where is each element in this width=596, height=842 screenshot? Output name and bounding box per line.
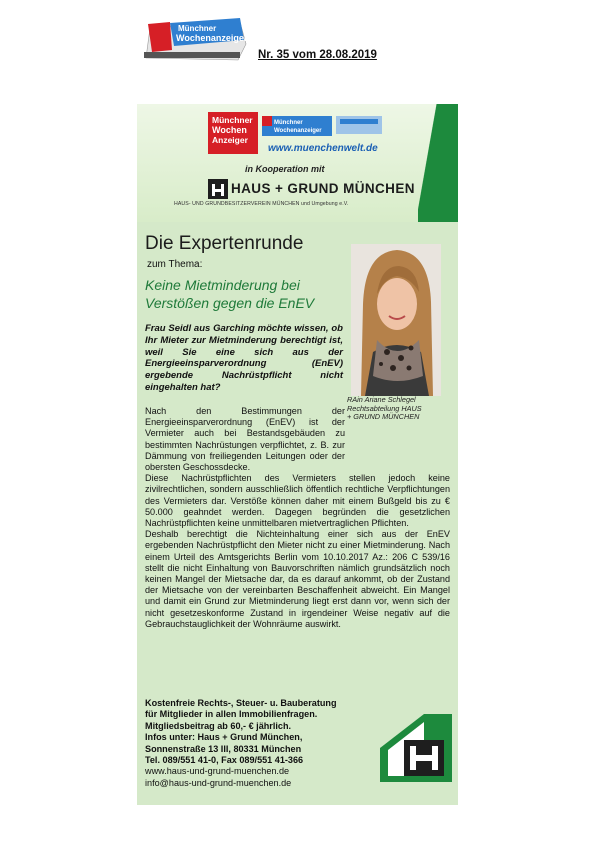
banner-swoosh	[418, 104, 458, 222]
wochenanzeiger-logo	[140, 14, 252, 66]
logo-word-2: Wochen	[212, 125, 247, 135]
logo-text-2: Wochenanzeiger	[176, 33, 248, 43]
article-body	[145, 403, 450, 630]
contact-line-4: Infos unter: Haus + Grund München,	[145, 732, 303, 743]
contact-line-1: Kostenfreie Rechts-, Steuer- u. Bauberatung	[145, 698, 337, 708]
paragraph-1: Nach den Bestimmungen der Energieeinsparverordnung (EnEV) ist der Vermieter auch bei Bestandsgebäuden zu bestimmten Nachrüstungen verpflichtet, z. B. zur Dämmung von freiliegenden Leitungen oder der obersten Geschossdecke.	[145, 406, 345, 473]
caption-line-2: Rechtsabteilung HAUS	[347, 403, 422, 413]
issue-date: Nr. 35 vom 28.08.2019	[258, 49, 377, 61]
org-subtitle: HAUS- UND GRUNDBESITZERVEREIN MÜNCHEN und Umgebung e.V.	[174, 201, 349, 207]
logo-word-3: Anzeiger	[212, 135, 248, 145]
haus-grund-house-logo	[380, 714, 452, 782]
logo-word-1: Münchner	[212, 115, 253, 125]
contact-line-6: Tel. 089/551 41-0, Fax 089/551 41-366	[145, 755, 304, 766]
contact-line-2: für Mitglieder in allen Immobilienfragen.	[145, 709, 318, 720]
footer-email-link[interactable]: info@haus-und-grund-muenchen.de	[145, 777, 292, 788]
banner	[137, 104, 458, 222]
logo-text-1: Münchner	[178, 24, 217, 33]
logo-word-5: Wochenanzeiger	[274, 128, 322, 134]
website-link[interactable]: www.muenchenwelt.de	[268, 143, 378, 154]
expert-portrait-photo	[351, 244, 441, 396]
contact-line-3: Mitgliedsbeitrag ab 60,- € jährlich.	[145, 720, 292, 731]
topic-prefix: zum Thema:	[147, 259, 203, 270]
contact-info	[145, 698, 337, 789]
logo-word-4: Münchner	[274, 120, 303, 126]
haus-grund-icon	[208, 179, 228, 199]
topic-line-1: Keine Mietminderung bei	[145, 277, 300, 293]
footer-website-link[interactable]: www.haus-und-grund-muenchen.de	[145, 766, 290, 777]
caption-line-1: RAin Ariane Schlegel	[347, 395, 416, 404]
article-topic	[145, 276, 355, 312]
caption-line-3: + GRUND MÜNCHEN	[347, 412, 420, 422]
org-name: HAUS + GRUND MÜNCHEN	[231, 181, 415, 196]
topic-line-2: Verstößen gegen die EnEV	[145, 295, 315, 311]
expert-article-card	[137, 104, 458, 805]
reader-question: Frau Seidl aus Garching möchte wissen, ob Ihr Mieter zur Mietminderung berechtigt ist, weil Sie eine sich aus der Energieeinsparverordnung (EnEV) ergebende Nachrüstpflicht nicht eingehalten hat?	[145, 323, 343, 393]
contact-line-5: Sonnenstraße 13 III, 80331 München	[145, 743, 302, 754]
article-heading: Die Expertenrunde	[145, 233, 304, 254]
paragraph-3: Deshalb berechtigt die Nichteinhaltung einer sich aus der EnEV ergebenden Nachrüstpflicht den Mieter nicht zu einer Mietminderung. Nach einem Urteil des Amtsgerichts Berlin vom 10.10.2017 Az.: 206 C 539/16 stellt die nicht Einhaltung von Bauvorschriften nämlich grundsätzlich noch keinen Mangel der Mietsache dar, da es darauf ankommt, ob der Zustand der Mietsache von der vereinbarten Beschaffenheit abweicht. Ein Mangel und damit ein Grund zur Mietminderung liegt erst dann vor, wenn sich der nicht gesetzeskonforme Zustand in irgendeiner Weise negativ auf die Gebrauchstauglichkeit der Wohnräume auswirkt.	[145, 529, 450, 629]
cooperation-label: in Kooperation mit	[245, 164, 325, 174]
paragraph-2: Diese Nachrüstpflichten des Vermieters stellen jedoch keine zivilrechtlichen, sondern ausschließlich öffentlich rechtliche Verpflichtungen des Vermieters dar. Verstöße können daher mit einem Bußgeld bis zu € 50.000 geahndet werden. Dagegen begründen die gesetzlichen Nachrüstpflichten keine unmittelbaren mietvertraglichen Pflichten.	[145, 473, 450, 529]
